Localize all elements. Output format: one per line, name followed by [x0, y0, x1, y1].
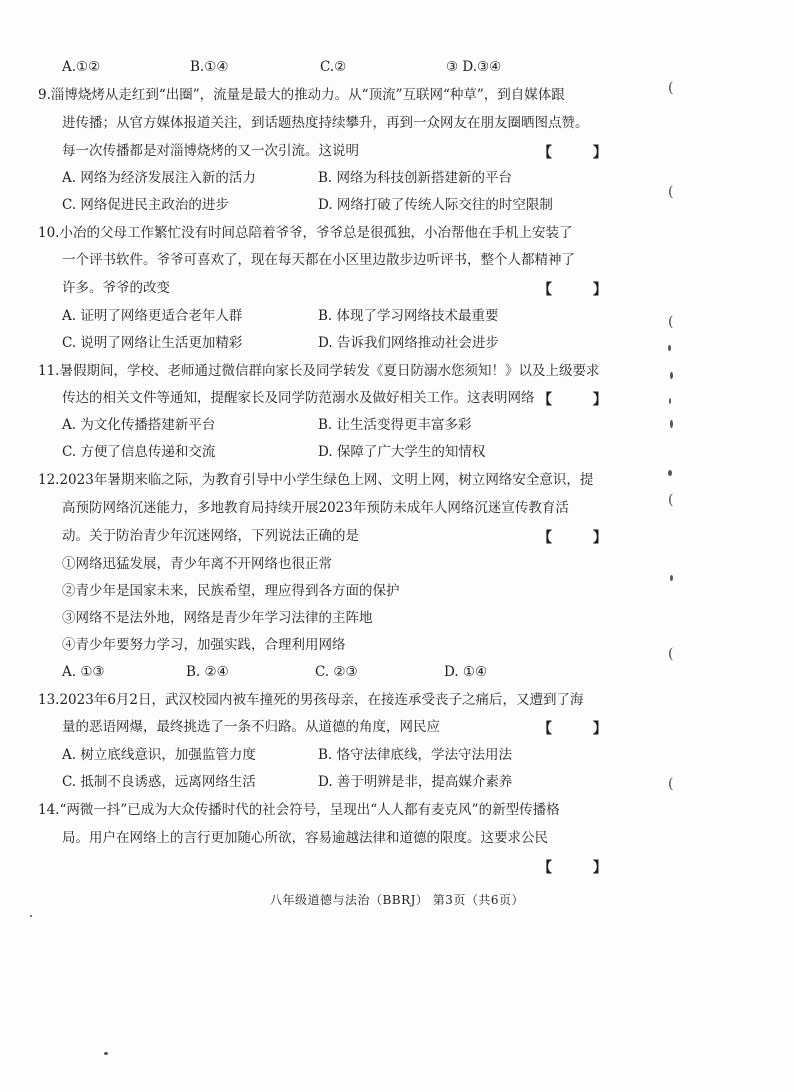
q10-line-1: 10.小冶的父母工作繁忙没有时间总陪着爷爷，爷爷总是很孤独，小冶帮他在手机上安装了 — [38, 225, 573, 241]
q11-answer-bracket: 【 】 — [538, 392, 625, 408]
q12-option-c: C. ②③ — [315, 664, 358, 680]
q12-statement-3: ③网络不是法外地，网络是青少年学习法律的主阵地 — [62, 610, 373, 626]
q12-option-a: A. ①③ — [62, 664, 105, 680]
q11-option-b: B. 让生活变得更丰富多彩 — [318, 417, 472, 433]
q10-option-b: B. 体现了学习网络技术最重要 — [318, 308, 499, 324]
scan-speck — [30, 915, 32, 917]
q12-line-2: 高预防网络沉迷能力，多地教育局持续开展2023年预防未成年人网络沉迷宣传教育活 — [62, 500, 569, 516]
q12-statement-2: ②青少年是国家未来，民族希望，理应得到各方面的保护 — [62, 583, 400, 599]
q10-option-a: A. 证明了网络更适合老年人群 — [62, 308, 243, 324]
q12-answer-bracket: 【 】 — [538, 530, 625, 546]
page-footer: 八年级道德与法治（BBRJ） 第3页（共6页） — [269, 893, 525, 907]
scan-speck — [670, 575, 673, 581]
q9-line-3: 每一次传播都是对淄博烧烤的又一次引流。这说明 — [62, 143, 359, 159]
q14-line-2: 局。用户在网络上的言行更加随心所欲，容易逾越法律和道德的限度。这要求公民 — [62, 830, 548, 846]
prev-option-a: A.①② — [62, 59, 101, 75]
q13-line-2: 量的恶语网爆，最终挑选了一条不归路。从道德的角度，网民应 — [62, 719, 440, 735]
q10-line-3: 许多。爷爷的改变 — [62, 280, 170, 296]
scan-speck — [668, 470, 672, 476]
q12-option-d: D. ①④ — [444, 664, 488, 680]
margin-mark: ( — [668, 646, 674, 662]
prev-option-d: ③ D.③④ — [446, 59, 502, 75]
q13-option-b: B. 恪守法律底线，学法守法用法 — [318, 747, 513, 763]
q9-line-1: 9.淄博烧烤从走红到“出圈”，流量是最大的推动力。从“顶流”互联网“种草”，到自媒体跟 — [38, 87, 565, 103]
margin-mark: ( — [668, 184, 674, 200]
scan-speck — [670, 420, 673, 428]
q13-answer-bracket: 【 】 — [538, 721, 625, 737]
q12-line-3: 动。关于防治青少年沉迷网络，下列说法正确的是 — [62, 528, 359, 544]
q9-line-2: 进传播；从官方媒体报道关注，到话题热度持续攀升，再到一众网友在朋友圈晒图点赞。 — [62, 115, 589, 131]
q11-line-1: 11.暑假期间，学校、老师通过微信群向家长及同学转发《夏日防溺水您须知！》以及上级要求 — [38, 363, 600, 379]
scan-speck — [669, 398, 671, 404]
scan-speck — [668, 345, 671, 351]
q13-option-d: D. 善于明辨是非，提高媒介素养 — [318, 774, 513, 790]
scan-speck — [670, 372, 673, 379]
prev-option-b: B.①④ — [190, 59, 229, 75]
q10-option-c: C. 说明了网络让生活更加精彩 — [62, 335, 243, 351]
q9-option-a: A. 网络为经济发展注入新的活力 — [62, 170, 256, 186]
margin-mark: ( — [668, 492, 674, 508]
q11-option-a: A. 为文化传播搭建新平台 — [62, 417, 216, 433]
margin-mark: ( — [668, 314, 674, 330]
q9-option-b: B. 网络为科技创新搭建新的平台 — [318, 170, 513, 186]
scan-speck — [104, 1052, 108, 1055]
q11-option-d: D. 保障了广大学生的知情权 — [318, 444, 486, 460]
margin-mark: ( — [668, 80, 674, 96]
q12-option-b: B. ②④ — [186, 664, 229, 680]
q10-option-d: D. 告诉我们网络推动社会进步 — [318, 335, 499, 351]
q9-option-d: D. 网络打破了传统人际交往的时空限制 — [318, 197, 553, 213]
prev-option-c: C.② — [320, 59, 347, 75]
q12-statement-4: ④青少年要努力学习，加强实践，合理利用网络 — [62, 637, 346, 653]
margin-mark: ( — [668, 776, 674, 792]
q9-option-c: C. 网络促进民主政治的进步 — [62, 197, 229, 213]
q10-answer-bracket: 【 】 — [538, 282, 625, 298]
q13-option-c: C. 抵制不良诱惑，远离网络生活 — [62, 774, 256, 790]
q14-line-1: 14.“两微一抖”已成为大众传播时代的社会符号，呈现出“人人都有麦克风”的新型传播格 — [38, 802, 560, 818]
q12-statement-1: ①网络迅猛发展，青少年离不开网络也很正常 — [62, 556, 332, 572]
q11-line-2: 传达的相关文件等通知，提醒家长及同学防范溺水及做好相关工作。这表明网络 — [62, 390, 535, 406]
q10-line-2: 一个评书软件。爷爷可喜欢了，现在每天都在小区里边散步边听评书，整个人都精神了 — [62, 252, 575, 268]
q13-option-a: A. 树立底线意识，加强监管力度 — [62, 747, 256, 763]
q9-answer-bracket: 【 】 — [538, 145, 625, 161]
q12-line-1: 12.2023年暑期来临之际，为教育引导中小学生绿色上网、文明上网，树立网络安全意识，提 — [38, 472, 594, 488]
q13-line-1: 13.2023年6月2日，武汉校园内被车撞死的男孩母亲，在接连承受丧子之痛后，又遭到了海 — [38, 692, 584, 708]
q14-answer-bracket: 【 】 — [538, 860, 625, 876]
q11-option-c: C. 方便了信息传递和交流 — [62, 444, 216, 460]
